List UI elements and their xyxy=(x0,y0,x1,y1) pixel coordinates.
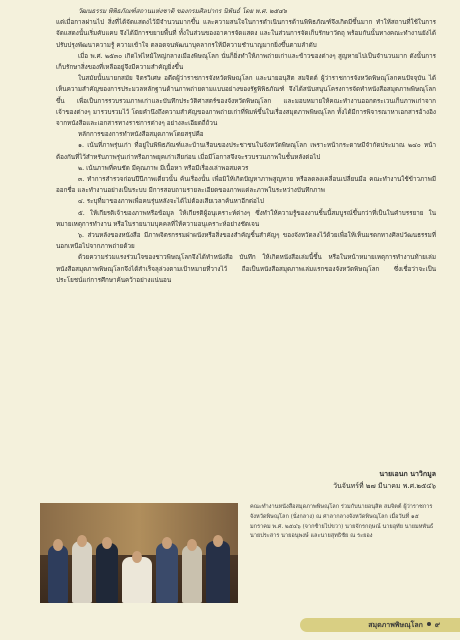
footer-bullet-icon xyxy=(427,622,431,626)
photo-person-seated xyxy=(122,557,152,603)
list-item-1: ๑. เน้นที่ภาพรุ่นเก่า ที่อยู่ในพิพิธภัณฑ์และบ้านเรือนของประชาชนในจังหวัดพิษณุโลก เพราะหน้ากระดาษมีจำกัดประมาณ ๒๔๐ หน้า ต้องกันที่ไว้สำหรับภาพรุ่นเก่าหรือภาพยุคเก่าเสียก่อน เมื่อมีโอกาสจึงจะรวบรวมภาพในชั้นหลังต่อไป xyxy=(56,142,436,161)
signature-name: นายเอนก นาวิกมูล xyxy=(379,469,436,478)
photo-person-head xyxy=(132,551,142,563)
list-item-5: ๕. ให้เกียรติเจ้าของภาพหรือข้อมูล ให้เกียรติผู้อนุเคราะห์ต่างๆ ซึ่งทำให้ความรู้ของงานชิ้นนี้สมบูรณ์ขึ้นกว่าที่เป็นในคำบรรยาย ในหมายเหตุการทำงาน หรือในรายนามบุคคลที่ให้ความอนุเคราะห์อย่างชัดเจน xyxy=(56,209,436,228)
paragraph-2: เมื่อ พ.ศ. ๒๕๓๐ เกิดไฟไหม้ใหญ่กลางเมืองพิษณุโลก นั่นก็ยิ่งทำให้ภาพถ่ายเก่าและข้าวของต่างๆ สูญหายไปเป็นจำนวนมาก ดังนั้นการเก็บรักษาสิ่งของที่เหลืออยู่จึงมีความสำคัญยิ่งขึ้น xyxy=(56,52,436,72)
photo-person xyxy=(72,541,92,603)
footer xyxy=(368,620,440,631)
photo-person xyxy=(182,545,202,603)
signature-block xyxy=(306,468,436,492)
photo-person-head xyxy=(213,535,223,547)
photo-person-head xyxy=(162,537,172,549)
photo-person-head xyxy=(77,535,87,547)
footer-title: สมุดภาพพิษณุโลก xyxy=(368,621,423,629)
photo-caption: คณะทำงานหนังสือสมุดภาพพิษณุโลก ร่วมกับนายอนุสิต สมจิตต์ ผู้ว่าราชการจังหวัดพิษณุโลก (นั่งกลาง) ณ ศาลากลางจังหวัดพิษณุโลก เมื่อวันที่ ๑๕ มกราคม พ.ศ. ๒๕๔๖ (จากซ้ายไปขวา) นายจักรกฤษณ์ นายอุทัย นายมหพันธ์ นายประสาร นายอนุพงษ์ และนายสุทธิชัย ณ ระยอง xyxy=(250,504,434,540)
list-item-4: ๔. ระบุที่มาของภาพเพื่อคนรุ่นหลังจะได้ไม่ต้องเสียเวลาค้นหาอีกต่อไป xyxy=(78,198,264,206)
photo-person-head xyxy=(187,539,197,551)
paragraph-3: ในสมัยนั้นนายกสมัย จิตรวิเศษ อดีตผู้ว่าราชการจังหวัดพิษณุโลก และนายอนุสิต สมจิตต์ ผู้ว่าราชการจังหวัดพิษณุโลกคนปัจจุบัน ได้เห็นความสำคัญของการประมวลหลักฐานด้านภาพถ่ายตามแบบอย่างของรัฐพิพิธภัณฑ์ จึงได้สนับสนุนโครงการจัดทำหนังสือสมุดภาพพิษณุโลกขึ้น เพื่อเป็นการรวบรวมภาพเก่าและบันทึกประวัติศาสตร์ของจังหวัดพิษณุโลก และมอบหมายให้คณะทำงานออกตระเวนเก็บภาพเก่าจากเจ้าของต่างๆ มารวบรวมไว้ โดยคำนึงถึงความสำคัญของภาพถ่ายเก่าที่พิมพ์ขึ้นในเรื่องสมุดภาพพิษณุโลก ทั้งได้มีการพิจารณาหาเอกสารอ้างอิงจากหนังสือและเอกสารทางราชการต่างๆ อย่างละเอียดถี่ถ้วน xyxy=(56,75,436,128)
photo-person xyxy=(156,543,178,603)
photo-person-head xyxy=(102,537,112,549)
page-number: ๙ xyxy=(434,621,440,629)
list-item-3: ๓. ทำการสำรวจก่อนปีปีภาพเดี่ยวนั้น ค้นเรื่องนั้น เพื่อมิให้เกิดปัญหาภาพสูญหาย หรือลดลงเคลื่อนเปลี่ยนมือ คณะทำงานใช้ข้าวภาพมีออกชื่อ และทำงานอย่างเป็นระบบ มีการสอบถามรายละเอียดของภาพแต่ละภาพในระหว่างบันทึกภาพ xyxy=(56,176,436,195)
closing-paragraph: ด้วยความร่วมแรงร่วมใจของชาวพิษณุโลกจึงได้ทำหนังสือ บันทึก ให้เกิดหนังสือเล่มนี้ขึ้น หรือในหน้าหมายเหตุการทำงานท้ายเล่ม หนังสือสมุดภาพพิษณุโลกจึงได้สำเร็จลุล่วงตามเป้าหมายที่วางไว้ ถือเป็นหนังสือสมุดภาพเล่มแรกของจังหวัดพิษณุโลก ซึ่งเชื่อว่าจะเป็นประโยชน์แก่การศึกษาค้นคว้าอย่างแน่นอน xyxy=(56,254,436,284)
list-item-2: ๒. เน้นภาพที่คนชัด มีคุณภาพ มีเนื้อหา หรือมีเรื่องเล่าพอสมควร xyxy=(78,164,249,172)
source-line: วัฒนธรรม พิพิธภัณฑ์สถานแห่งชาติ ของกรมศิลปากร นิพันธ์ โดย พ.ศ. ๒๕๔๖ xyxy=(78,8,288,15)
photo-person xyxy=(206,541,230,603)
paragraph-4: หลักการของการทำหนังสือสมุดภาพโดยสรุปคือ xyxy=(78,131,204,139)
signature-date: วันจันทร์ที่ ๒๗ มีนาคม พ.ศ.๒๕๔๖ xyxy=(333,482,436,490)
photo-person xyxy=(96,543,118,603)
photo-person xyxy=(48,545,68,603)
body-text xyxy=(56,6,436,286)
list-item-6: ๖. ส่วนหลังของหนังสือ มีภาพจิตรกรรมฝาผนังหรือสิ่งของสำคัญชิ้นสำคัญๆ ของจังหวัดลงไว้ด้วยเพื่อให้เห็นมรดกทางศิลปวัฒนธรรมที่นอกเหนือไปจากภาพถ่ายด้วย xyxy=(56,232,436,251)
group-photo xyxy=(40,503,238,603)
photo-person-head xyxy=(53,539,63,551)
paragraph-1: แต่เมื่อกาลผ่านไป สิ่งที่ได้จัดแสดงไว้มีจำนวนมากขึ้น และความสนใจในการดำเนินการด้านพิพิธภัณฑ์จึงเกิดมีขึ้นมาก ทำให้สถานที่ใช้ในการจัดแสดงนั้นเริ่มคับแคบ จึงได้มีการขยายพื้นที่ ทั้งในส่วนของอาคารจัดแสดง และในส่วนการจัดเก็บรักษาวัตถุ พร้อมกันนั้นทางคณะทำงานยังได้ปรับปรุงพัฒนาความรู้ ความเข้าใจ ตลอดจนพัฒนาบุคลากรให้มีความชำนาญมากยิ่งขึ้นตามลำดับ xyxy=(56,19,436,49)
